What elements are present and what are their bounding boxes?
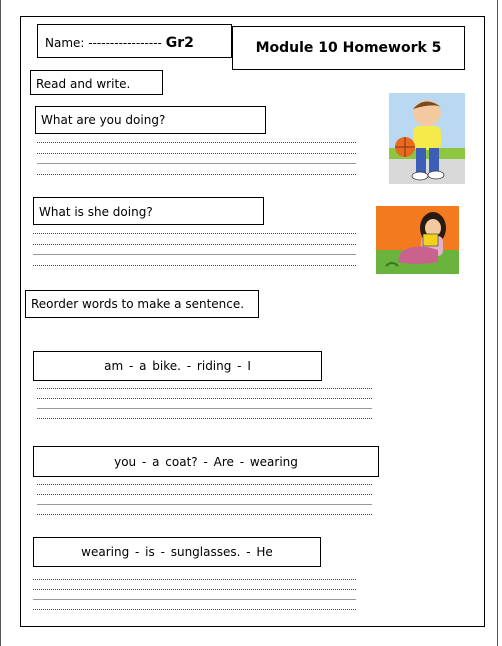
writing-line (37, 163, 356, 164)
question-2: What is she doing? (33, 197, 264, 225)
writing-line (37, 408, 372, 409)
writing-line (37, 174, 356, 175)
writing-line (37, 388, 372, 389)
writing-line (33, 589, 356, 590)
name-field-box (37, 24, 232, 58)
writing-line (37, 504, 372, 505)
page-edge-right (497, 0, 498, 646)
writing-line (33, 265, 356, 266)
boy-playing-basketball-picture (389, 93, 465, 184)
writing-line (33, 579, 356, 580)
section2-instruction: Reorder words to make a sentence. (25, 290, 259, 318)
writing-line (37, 398, 372, 399)
writing-line (33, 244, 356, 245)
writing-line (33, 233, 356, 234)
scrambled-sentence-1: am - a bike. - riding - I (33, 351, 322, 381)
writing-line (37, 153, 356, 154)
writing-line (33, 609, 356, 610)
scrambled-sentence-2: you - a coat? - Are - wearing (33, 446, 379, 477)
writing-line (33, 254, 356, 255)
writing-line (33, 599, 356, 600)
page-edge-left (0, 0, 1, 646)
writing-line (37, 484, 372, 485)
grade-label: Gr2 (165, 35, 194, 51)
worksheet-title: Module 10 Homework 5 (232, 26, 465, 70)
section1-instruction: Read and write. (30, 70, 163, 95)
writing-line (37, 142, 356, 143)
name-label: Name: ----------------- (45, 36, 162, 50)
writing-line (37, 418, 372, 419)
girl-reading-book-picture (376, 206, 459, 274)
writing-line (37, 494, 372, 495)
writing-line (37, 514, 372, 515)
scrambled-sentence-3: wearing - is - sunglasses. - He (33, 537, 321, 567)
question-1: What are you doing? (35, 106, 266, 134)
